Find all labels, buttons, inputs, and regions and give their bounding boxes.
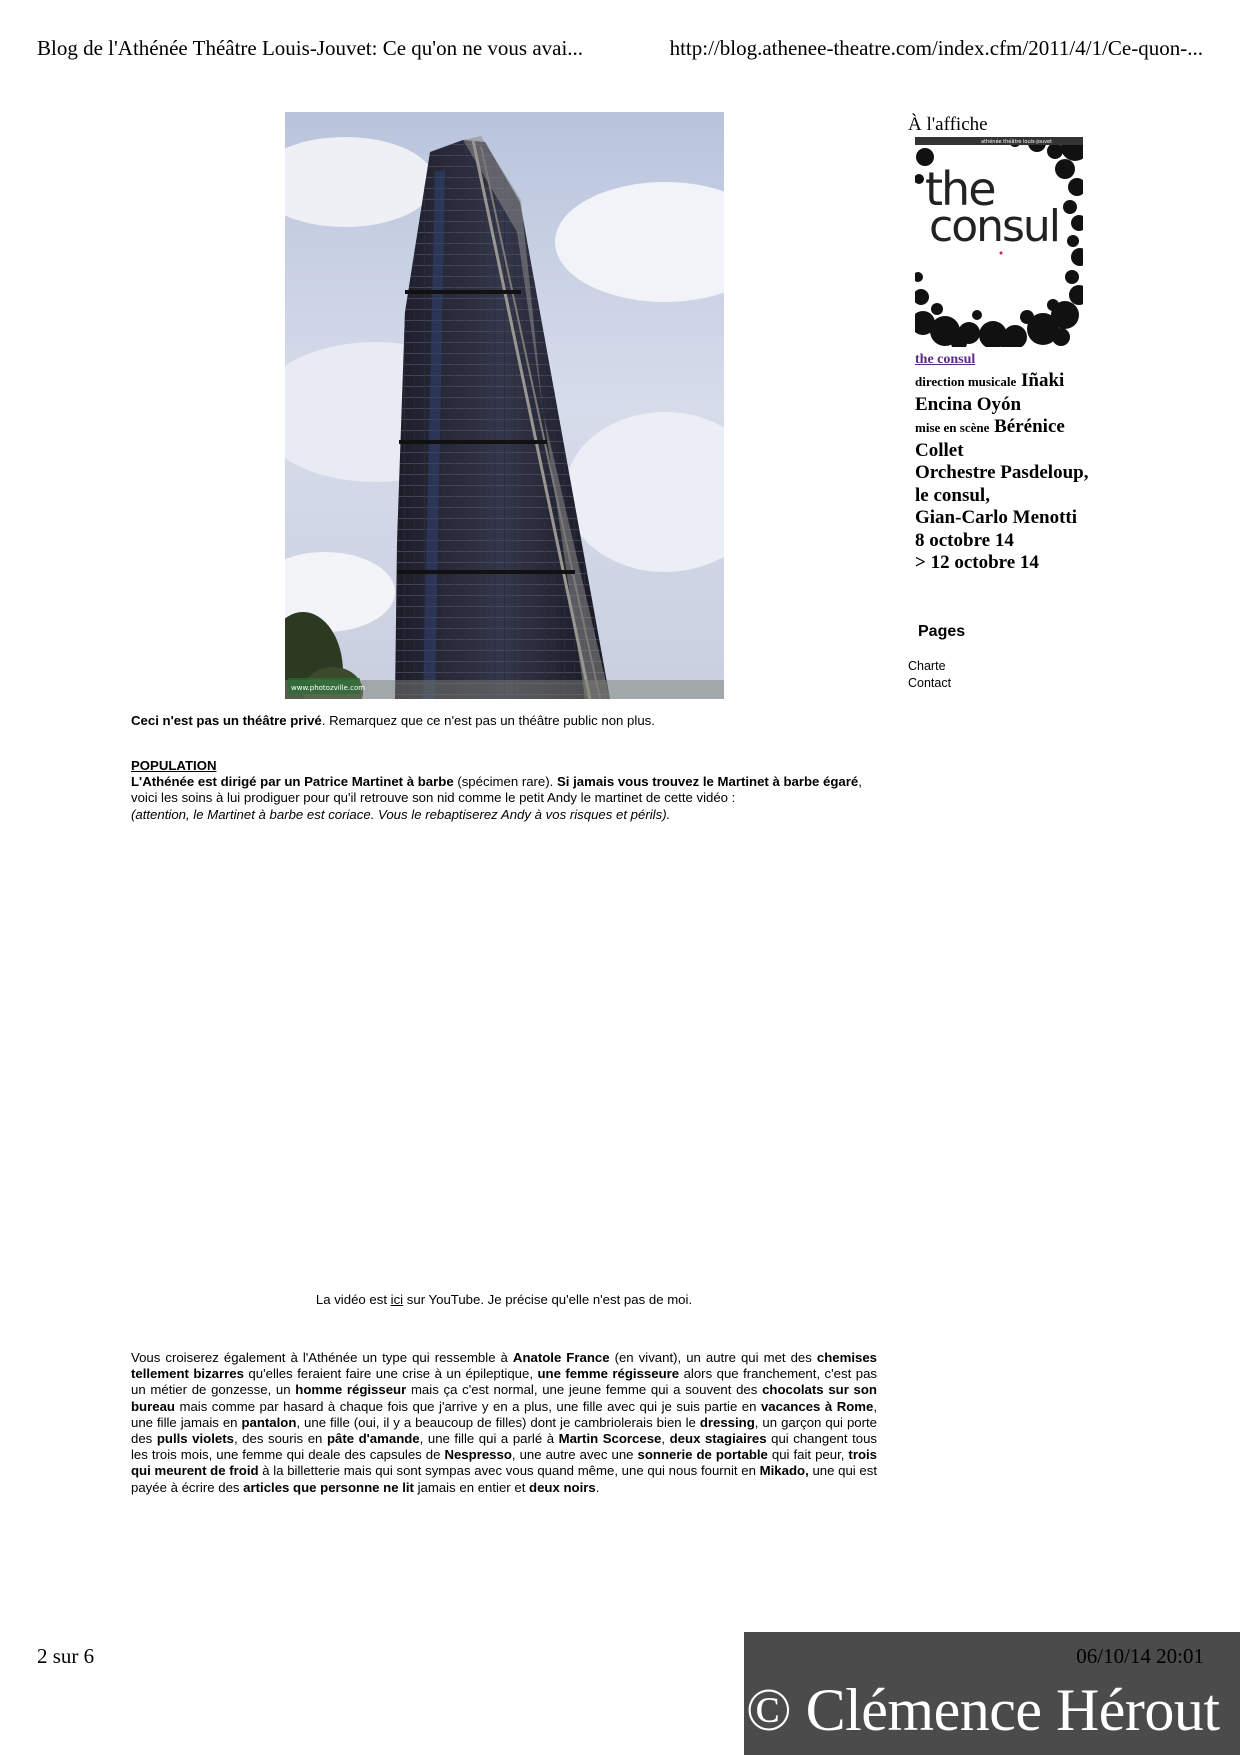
staff-text: une qui est payée à écrire des [131,1463,878,1495]
photo-watermark: www.photozville.com [291,684,366,692]
pages-title: Pages [918,623,966,640]
staff-text: , une fille (oui, il y a beaucoup de filles) dont je cambriolerais bien le [296,1414,700,1430]
staff-text: alors que franchement, c'est pas un métier de gonzesse, un [131,1366,878,1398]
staff-text: mais comme par hasard à chaque fois que j'arrive y en a plus, une fille avec qui je suis partie en [174,1398,761,1414]
staff-text: , une autre avec une [511,1447,638,1463]
staff-highlight: vacances à Rome [760,1398,874,1414]
staff-text: , une fille qui a parlé à [419,1431,559,1447]
direction-name: Iñaki Encina Oyón [915,370,1065,415]
population-section [131,758,877,823]
population-s2-rest: , voici les soins à lui prodiguer pour qu'il retrouve son nid comme le petit Andy le martinet de cette vidéo : [131,774,862,806]
copyright-watermark: © Clémence Hérout [746,1677,1220,1743]
show-info [915,370,1095,575]
composer: Gian-Carlo Menotti [915,507,1078,528]
staff-highlight: deux stagiaires [669,1431,767,1447]
sidebar-affiche-title: À l'affiche [908,114,988,135]
staff-highlight: Mikado, [759,1463,809,1479]
population-s1-bold: L'Athénée est dirigé par un Patrice Martinet à barbe [131,774,454,790]
population-heading: POPULATION [131,758,217,773]
page-header-title: Blog de l'Athénée Théâtre Louis-Jouvet: Ce qu'on ne vous avai... [37,36,584,60]
page-link-contact[interactable]: Contact [908,675,952,690]
poster-caption: athénée théâtre louis-jouvet [981,139,1053,145]
population-s1-rest: (spécimen rare). [453,774,557,790]
show-link[interactable]: the consul [915,352,976,367]
staff-highlight: chocolats sur son bureau [131,1382,877,1414]
staff-highlight: dressing [699,1414,755,1430]
staff-text: jamais en entier et [413,1479,530,1495]
population-paragraph [131,774,877,806]
staff-text: mais ça c'est normal, une jeune femme qui a souvent des [406,1382,763,1398]
staff-highlight: trois qui meurent de froid [131,1447,877,1479]
staff-highlight: deux noirs [529,1479,596,1495]
population-s2-bold: Si jamais vous trouvez le Martinet à barbe égaré [557,774,859,790]
staff-text: , un garçon qui porte des [131,1414,877,1447]
work-title: le consul, [915,484,990,506]
staff-highlight: sonnerie de portable [637,1447,768,1463]
date-start: 8 octobre 14 [915,529,1014,551]
tower-photo [285,112,724,699]
show-poster[interactable] [915,137,1083,347]
population-note: (attention, le Martinet à barbe est coriace. Vous le rebaptiserez Andy à vos risques et périls). [131,806,671,822]
staff-text: , [661,1431,670,1447]
staff-highlight: pantalon [241,1414,297,1430]
staff-text: , une fille jamais en [131,1398,878,1430]
page-number: 2 sur 6 [37,1644,95,1668]
staff-highlight: Anatole France [512,1350,610,1365]
copyright-band [744,1632,1240,1755]
staff-highlight: Nespresso [444,1447,512,1463]
video-caption-before: La vidéo est [315,1292,391,1307]
staff-highlight: une femme régisseure [537,1366,680,1382]
intro-bold: Ceci n'est pas un théâtre privé [131,713,322,728]
staff-text: qu'elles feraient faire une crise à un épileptique, [243,1366,538,1382]
direction-label: direction musicale [915,374,1017,389]
staging-name: Bérénice Collet [915,416,1065,461]
pages-list [908,658,951,691]
staff-text: Vous croiserez également à l'Athénée un type qui ressemble à [131,1350,513,1365]
intro-paragraph [131,713,877,729]
staff-highlight: pulls violets [156,1431,234,1447]
poster-word-the: the [925,162,995,216]
staff-highlight: pâte d'amande [326,1431,420,1447]
intro-rest: . Remarquez que ce n'est pas un théâtre public non plus. [321,713,655,728]
page-link-charte[interactable]: Charte [908,659,946,673]
orchestra: Orchestre Pasdeloup, [915,462,1089,483]
staff-text: , des souris en [233,1431,327,1447]
staff-text: à la billetterie mais qui sont sympas avec vous quand même, une qui nous fournit en [258,1463,760,1479]
staff-text: (en vivant), un autre qui met des [609,1350,817,1365]
footer-datetime: 06/10/14 20:01 [1076,1644,1204,1668]
staging-label: mise en scène [915,420,990,435]
video-link[interactable]: ici [390,1292,404,1307]
date-end: > 12 octobre 14 [915,552,1039,573]
staff-highlight: articles que personne ne lit [243,1479,414,1495]
video-caption-after: sur YouTube. Je précise qu'elle n'est pas de moi. [403,1292,693,1307]
page-header-url: http://blog.athenee-theatre.com/index.cfm/2011/4/1/Ce-quon-... [669,36,1203,60]
poster-word-consul: consul [929,201,1060,252]
staff-highlight: homme régisseur [295,1382,407,1398]
staff-text: qui changent tous les trois mois, une femme qui deale des capsules de [131,1431,878,1463]
staff-text: qui fait peur, [767,1447,849,1463]
staff-highlight: chemises tellement bizarres [131,1350,878,1382]
video-caption [131,1292,877,1307]
staff-paragraph [131,1350,877,1496]
staff-highlight: Martin Scorcese [558,1431,662,1447]
staff-text: . [595,1479,600,1495]
